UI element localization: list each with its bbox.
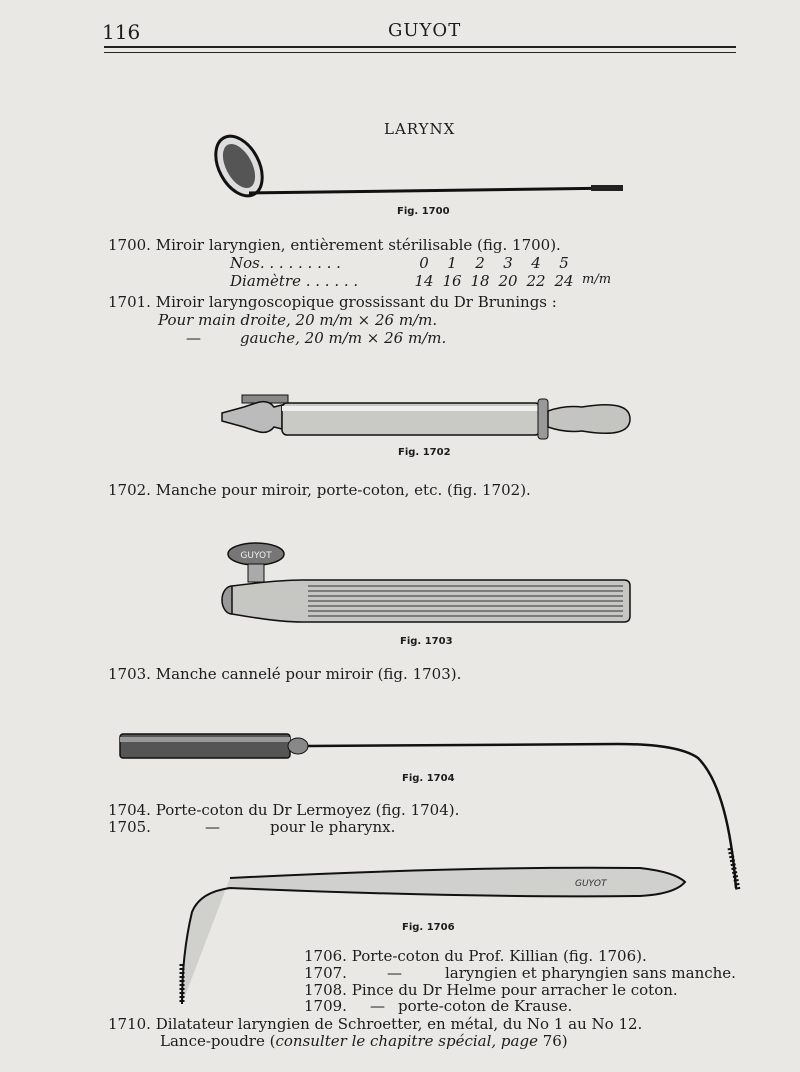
entry-1705-dash: — <box>205 818 220 836</box>
entry-1706-number: 1706. <box>304 947 347 965</box>
knob-engraving: GUYOT <box>240 551 272 561</box>
entry-1700-text: Miroir laryngien, entièrement stérilisable (fig. 1700). <box>155 236 561 254</box>
entry-1709-number: 1709. <box>304 997 347 1015</box>
figure-1702-caption: Fig. 1702 <box>398 447 451 458</box>
entry-1704-number: 1704. <box>108 801 151 819</box>
figure-1704-caption: Fig. 1704 <box>402 773 455 784</box>
header-rule <box>104 46 736 48</box>
entry-1706-text: Porte-coton du Prof. Killian (fig. 1706). <box>351 947 647 965</box>
figure-1700-caption: Fig. 1700 <box>397 206 450 217</box>
diameter-row: 14 16 18 20 22 24 <box>414 272 574 290</box>
entry-1701-right-hand: Pour main droite, 20 m/m × 26 m/m. <box>158 311 438 329</box>
entry-1701-text: Miroir laryngoscopique grossissant du Dr Brunings : <box>155 293 557 311</box>
figure-1703-caption: Fig. 1703 <box>400 636 453 647</box>
entry-1700-number: 1700. <box>108 236 151 254</box>
entry-1705-text: pour le pharynx. <box>270 818 396 836</box>
entry-1701-number: 1701. <box>108 293 151 311</box>
section-title: LARYNX <box>384 120 456 138</box>
entry-1704-text: Porte-coton du Dr Lermoyez (fig. 1704). <box>155 801 460 819</box>
figure-1702-illustration <box>220 385 640 445</box>
entry-1708-text: Pince du Dr Helme pour arracher le coton. <box>351 981 678 999</box>
entry-1702-text: Manche pour miroir, porte-coton, etc. (fig. 1702). <box>155 481 531 499</box>
engraving-1706: GUYOT <box>575 879 607 889</box>
entry-1701-dash: — <box>186 329 201 347</box>
entry-1703-text: Manche cannelé pour miroir (fig. 1703). <box>155 665 462 683</box>
entry-1702-number: 1702. <box>108 481 151 499</box>
nos-row: 0 1 2 3 4 5 <box>419 254 569 272</box>
header-rule-thin <box>104 52 736 53</box>
entry-1707-dash: — <box>387 964 402 982</box>
diameter-label: Diamètre . . . . . . <box>230 272 359 290</box>
figure-1700-illustration <box>215 128 635 208</box>
figure-1703-illustration <box>218 540 638 625</box>
entry-1707-number: 1707. <box>304 964 347 982</box>
entry-1708-number: 1708. <box>304 981 347 999</box>
entry-1701-left-hand: gauche, 20 m/m × 26 m/m. <box>240 329 447 347</box>
entry-1710-text: Dilatateur laryngien de Schroetter, en métal, du No 1 au No 12. <box>155 1015 643 1033</box>
page-number: 116 <box>102 20 141 44</box>
entry-1710-number: 1710. <box>108 1015 151 1033</box>
entry-1709-dash: — <box>370 997 385 1015</box>
entry-1703-number: 1703. <box>108 665 151 683</box>
entry-1705-number: 1705. <box>108 818 151 836</box>
entry-1707-text: laryngien et pharyngien sans manche. <box>445 964 736 982</box>
entry-1710-powder: Lance-poudre (consulter le chapitre spécial, page 76) <box>160 1032 568 1050</box>
entry-1709-text: porte-coton de Krause. <box>398 997 573 1015</box>
figure-1706-caption: Fig. 1706 <box>402 922 455 933</box>
diameter-unit: m/m <box>582 272 612 287</box>
running-title: GUYOT <box>388 20 462 41</box>
nos-label: Nos. . . . . . . . . <box>230 254 341 272</box>
